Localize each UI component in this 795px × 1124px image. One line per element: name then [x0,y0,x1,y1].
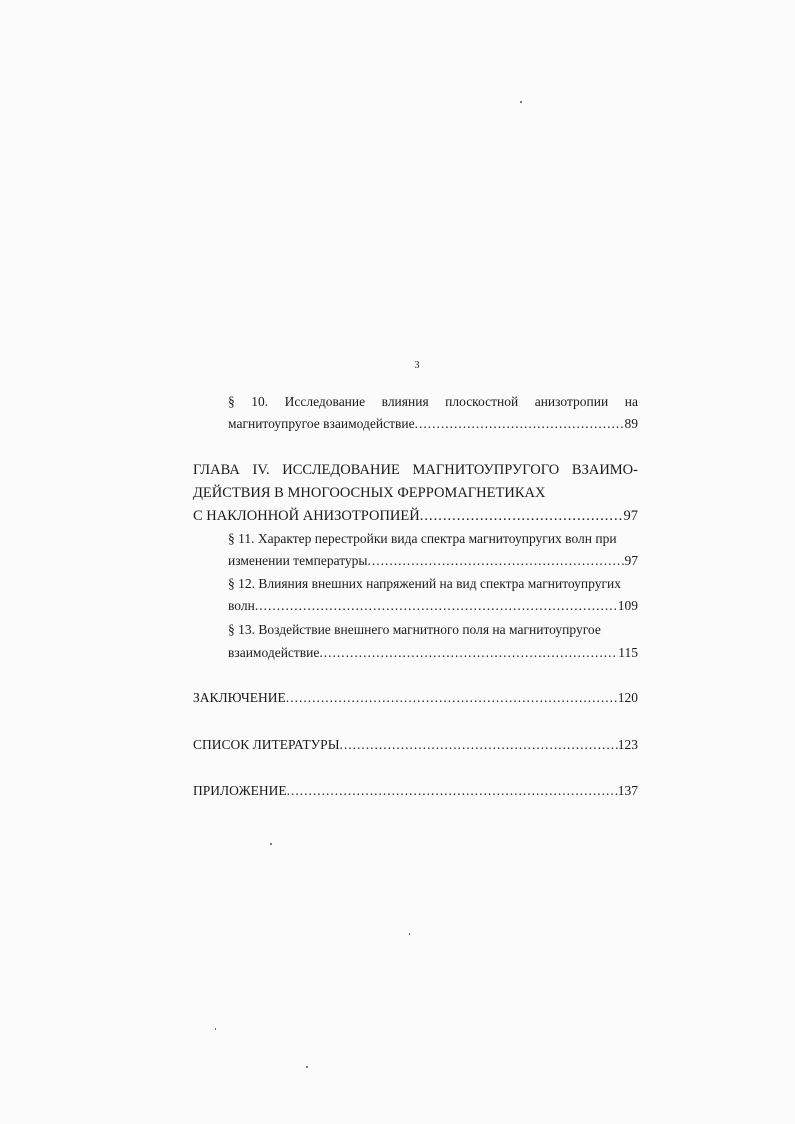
toc-word: ГЛАВА [193,462,240,478]
toc-sec11-line1: § 11. Характер перестройки вида спектра магнитоупругих волн при [228,531,617,546]
toc-word: влияния [381,394,429,409]
toc-ch4-line1 [193,461,638,479]
toc-entry-title: волн [228,598,255,613]
toc-sec11-line2[interactable] [228,552,638,570]
toc-sec10-line2[interactable] [228,415,638,433]
toc-conclusion[interactable] [193,689,638,707]
toc-entry-title: ПРИЛОЖЕНИЕ [193,783,287,798]
toc-page-number: 97 [623,508,638,524]
toc-appendix[interactable] [193,782,638,800]
toc-word: на [624,394,638,409]
toc-entry-title: С НАКЛОННОЙ АНИЗОТРОПИЕЙ [193,508,420,524]
toc-page-number: 123 [617,737,638,752]
toc-ch4-line2: ДЕЙСТВИЯ В МНОГООСНЫХ ФЕРРОМАГНЕТИКАХ [193,485,546,501]
toc-word: IV. [252,462,270,478]
toc-leader-dots [339,736,617,754]
toc-leader-dots [286,689,618,707]
toc-page-number: 120 [617,690,638,705]
toc-leader-dots [255,597,618,615]
toc-page-number: 115 [618,645,638,660]
toc-leader-dots [420,507,624,525]
page-number: 3 [414,360,420,371]
toc-references[interactable] [193,736,638,754]
toc-leader-dots [368,552,625,570]
toc-sec13-line1: § 13. Воздействие внешнего магнитного поля на магнитоупругое [228,622,601,637]
toc-leader-dots [319,644,618,662]
toc-word: анизотропии [534,394,609,409]
toc-word: 10. [251,394,269,409]
scan-speck [520,101,522,103]
toc-sec12-line1: § 12. Влияния внешних напряжений на вид спектра магнитоупругих [228,576,621,591]
toc-leader-dots [415,415,625,433]
toc-word: плоскостной [445,394,519,409]
toc-page-number: 89 [624,416,638,431]
toc-word: § [228,394,235,409]
toc-word: Исследование [284,394,366,409]
toc-sec12-line2[interactable] [228,597,638,615]
scan-speck [270,843,272,845]
toc-page-number: 97 [624,553,638,568]
toc-page-number: 137 [617,783,638,798]
toc-word: ИССЛЕДОВАНИЕ [282,462,400,478]
toc-sec13-line2[interactable] [228,644,638,662]
toc-word: ВЗАИМО- [571,462,638,478]
toc-entry-title: СПИСОК ЛИТЕРАТУРЫ [193,737,340,752]
scan-speck [409,933,410,935]
toc-leader-dots [287,782,618,800]
toc-page-number: 109 [617,598,638,613]
toc-entry-title: взаимодействие [228,645,320,660]
toc-sec10-line1 [228,393,638,411]
scan-speck [215,1028,216,1030]
toc-ch4-line3[interactable] [193,507,638,525]
scan-speck [306,1066,308,1068]
toc-entry-title: ЗАКЛЮЧЕНИЕ [193,690,286,705]
toc-word: МАГНИТОУПРУГОГО [412,462,560,478]
toc-entry-title: изменении температуры [228,553,368,568]
toc-entry-title: магнитоупругое взаимодействие [228,416,415,431]
